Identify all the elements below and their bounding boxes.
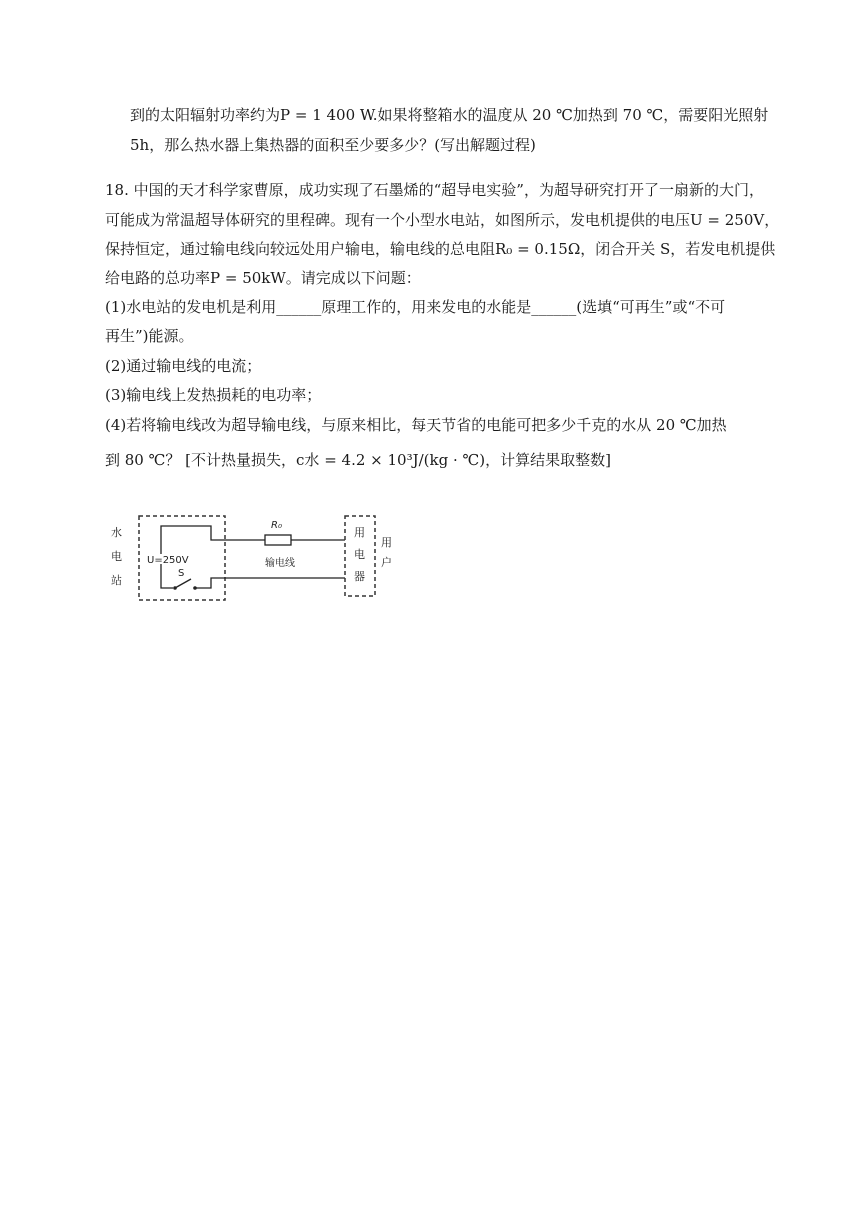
appliance-label-char-2: 电 xyxy=(354,548,365,561)
generator-top-wire xyxy=(161,526,225,554)
user-label-char-2: 户 xyxy=(381,556,392,569)
q18-part2: (2)通过输电线的电流； xyxy=(105,357,262,375)
q17-line-1: 到的太阳辐射功率约为P = 1 400 W.如果将整箱水的温度从 20 ℃加热到 70 ℃，需要阳光照射 xyxy=(130,106,769,124)
q17-line-2: 5h，那么热水器上集热器的面积至少要多少？(写出解题过程) xyxy=(130,136,536,154)
resistor xyxy=(265,535,291,545)
q18-part1-line-1: (1)水电站的发电机是利用______原理工作的，用来发电的水能是______(选填“可再生”或“不可 xyxy=(105,298,726,316)
station-label-char-1: 水 xyxy=(111,526,122,539)
station-label-char-2: 电 xyxy=(111,550,122,563)
q18-line-1: 18. 中国的天才科学家曹原，成功实现了石墨烯的“超导电实验”，为超导研究打开了一扇新的大门， xyxy=(105,181,764,199)
user-label-char-1: 用 xyxy=(381,536,392,549)
generator-bottom-wire xyxy=(161,564,173,588)
q18-line-4: 给电路的总功率P = 50kW。请完成以下问题： xyxy=(105,269,421,287)
voltage-label: U=250V xyxy=(147,555,189,566)
station-label-char-3: 站 xyxy=(111,574,122,587)
switch-label: S xyxy=(178,568,185,579)
switch-out-wire xyxy=(195,578,225,588)
switch-blade xyxy=(175,579,191,588)
appliance-label-char-1: 用 xyxy=(354,526,365,539)
circuit-diagram xyxy=(105,508,405,610)
q18-line-2: 可能成为常温超导体研究的里程碑。现有一个小型水电站，如图所示，发电机提供的电压U = 250V， xyxy=(105,211,780,229)
resistor-label: R₀ xyxy=(271,520,282,531)
circuit-svg xyxy=(105,508,405,610)
q18-part4-line-2: 到 80 ℃？ [不计热量损失，c水 = 4.2 × 10³J/(kg · ℃)，计算结果取整数] xyxy=(105,451,611,469)
q18-part4-line-1: (4)若将输电线改为超导输电线，与原来相比，每天节省的电能可把多少千克的水从 20 ℃加热 xyxy=(105,416,727,434)
wire-label: 输电线 xyxy=(265,558,295,569)
q18-part1-line-2: 再生”)能源。 xyxy=(105,327,194,345)
q18-line-3: 保持恒定，通过输电线向较远处用户输电，输电线的总电阻R₀ = 0.15Ω，闭合开关 S，若发电机提供 xyxy=(105,240,776,258)
appliance-label-char-3: 器 xyxy=(354,570,365,583)
q18-part3: (3)输电线上发热损耗的电功率； xyxy=(105,386,322,404)
